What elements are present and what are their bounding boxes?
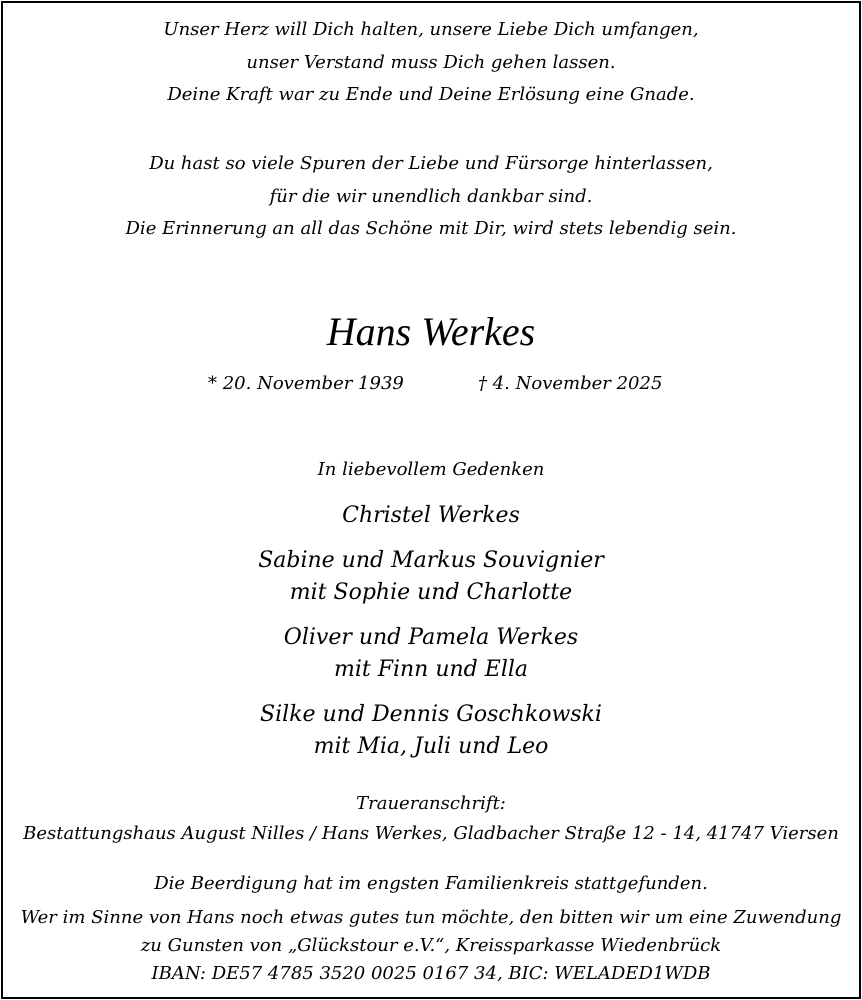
address-text: Bestattungshaus August Nilles / Hans Werkes, Gladbacher Straße 12 - 14, 41747 Viersen bbox=[23, 823, 839, 844]
poem-line: für die wir unendlich dankbar sind. bbox=[269, 186, 593, 207]
life-dates bbox=[3, 373, 859, 399]
donation-line: Wer im Sinne von Hans noch etwas gutes tun möchte, den bitten wir um eine Zuwendung bbox=[20, 907, 842, 928]
poem-line: Die Erinnerung an all das Schöne mit Dir, wird stets lebendig sein. bbox=[125, 218, 737, 239]
donation-line: zu Gunsten von „Glückstour e.V.“, Kreissparkasse Wiedenbrück bbox=[140, 935, 722, 956]
mourner-line: mit Sophie und Charlotte bbox=[289, 580, 573, 605]
death-date: † 4. November 2025 bbox=[478, 373, 663, 394]
birth-date: * 20. November 1939 bbox=[208, 373, 404, 394]
mourner-line: Oliver und Pamela Werkes bbox=[283, 625, 579, 650]
funeral-notice: Die Beerdigung hat im engsten Familienkreis stattgefunden. bbox=[154, 873, 708, 894]
bank-details: IBAN: DE57 4785 3520 0025 0167 34, BIC: WELADED1WDB bbox=[151, 963, 711, 984]
obituary-frame bbox=[1, 1, 861, 999]
poem-line: Deine Kraft war zu Ende und Deine Erlösung eine Gnade. bbox=[167, 84, 695, 105]
poem-line: unser Verstand muss Dich gehen lassen. bbox=[246, 52, 616, 73]
obituary-content bbox=[3, 3, 859, 997]
poem-line: Unser Herz will Dich halten, unsere Liebe Dich umfangen, bbox=[163, 19, 699, 40]
mourners-intro: In liebevollem Gedenken bbox=[317, 459, 545, 480]
mourner-line: Christel Werkes bbox=[342, 503, 520, 528]
mourner-line: Sabine und Markus Souvignier bbox=[258, 548, 604, 573]
mourner-line: mit Finn und Ella bbox=[333, 657, 529, 682]
poem-line: Du hast so viele Spuren der Liebe und Fürsorge hinterlassen, bbox=[149, 153, 713, 174]
address-label: Traueranschrift: bbox=[356, 793, 506, 814]
deceased-name: Hans Werkes bbox=[326, 309, 536, 354]
mourner-line: Silke und Dennis Goschkowski bbox=[260, 702, 602, 727]
mourner-line: mit Mia, Juli und Leo bbox=[313, 734, 549, 759]
